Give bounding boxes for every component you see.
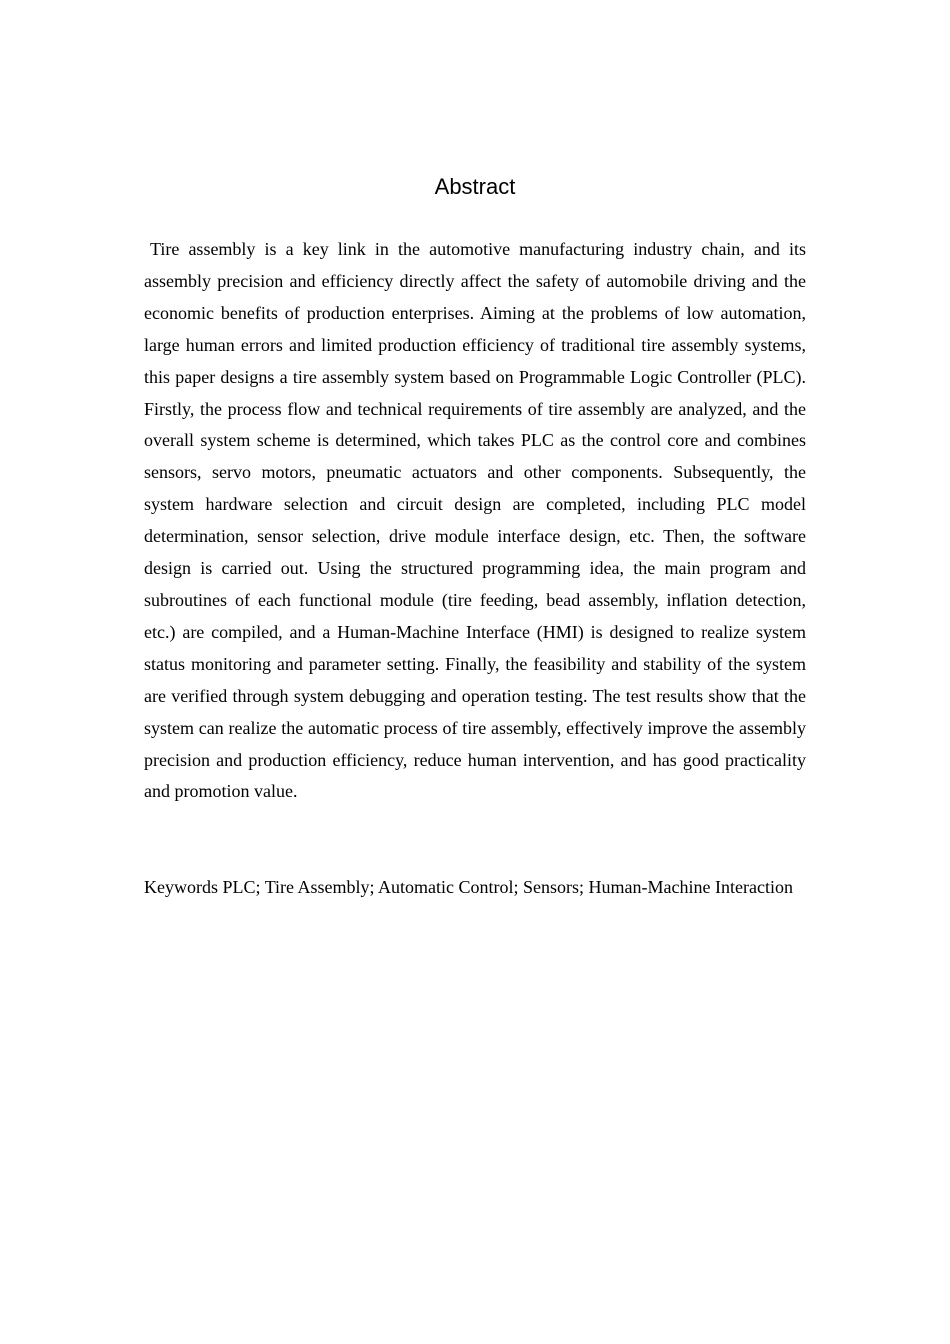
abstract-body: Tire assembly is a key link in the automotive manufacturing industry chain, and its assembly precision and efficiency directly affect the safety of automobile driving and the economic benefits of production enterprises. Aiming at the problems of low automation, large human errors and limited production efficiency of traditional tire assembly systems, this paper designs a tire assembly system based on Programmable Logic Controller (PLC). Firstly, the process flow and technical requirements of tire assembly are analyzed, and the overall system scheme is determined, which takes PLC as the control core and combines sensors, servo motors, pneumatic actuators and other components. Subsequently, the system hardware selection and circuit design are completed, including PLC model determination, sensor selection, drive module interface design, etc. Then, the software design is carried out. Using the structured programming idea, the main program and subroutines of each functional module (tire feeding, bead assembly, inflation detection, etc.) are compiled, and a Human-Machine Interface (HMI) is designed to realize system status monitoring and parameter setting. Finally, the feasibility and stability of the system are verified through system debugging and operation testing. The test results show that the system can realize the automatic process of tire assembly, effectively improve the assembly precision and production efficiency, reduce human intervention, and has good practicality and promotion value. [144, 239, 806, 802]
abstract-title: Abstract [434, 174, 516, 199]
keywords-label: Keywords [144, 877, 218, 897]
keywords-list: PLC; Tire Assembly; Automatic Control; Sensors; Human-Machine Interaction [222, 877, 793, 897]
keywords-line [144, 872, 806, 904]
